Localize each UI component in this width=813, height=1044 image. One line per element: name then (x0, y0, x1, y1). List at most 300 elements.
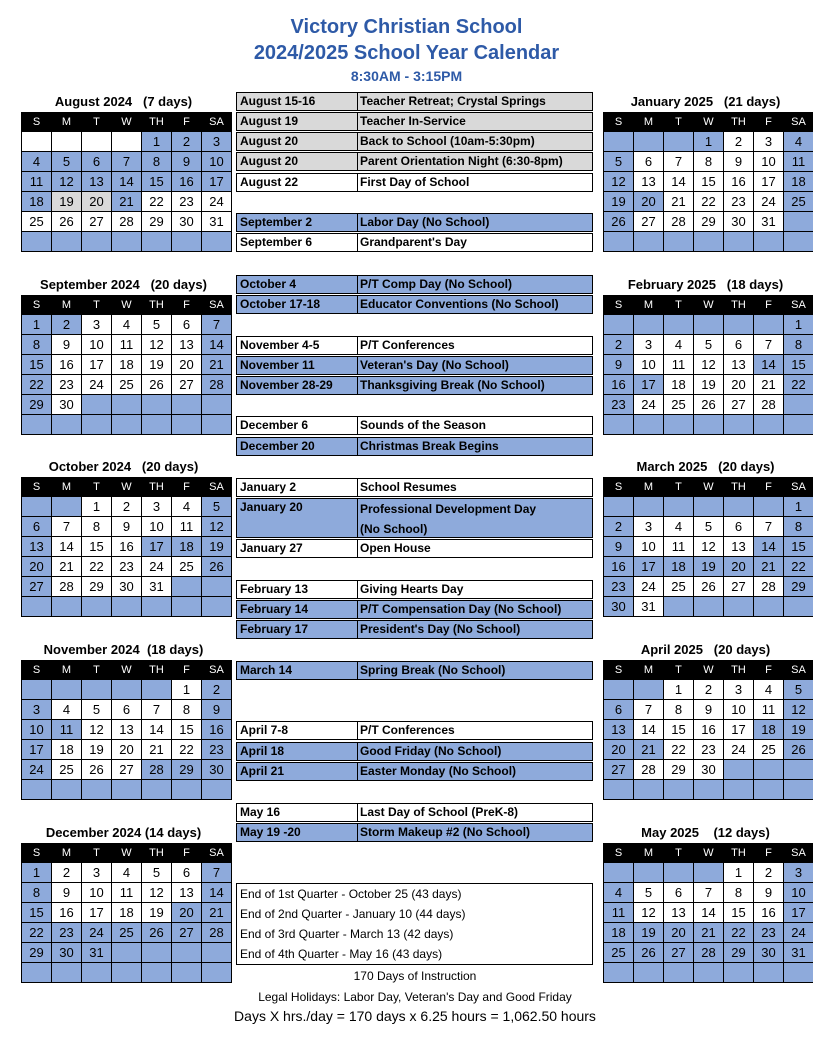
event-date: October 4 (237, 276, 358, 293)
day-cell: 30 (52, 943, 82, 963)
event-name (358, 499, 592, 537)
day-cell (142, 597, 172, 617)
day-cell: 21 (754, 557, 784, 577)
day-cell: 16 (604, 375, 634, 395)
month-title-text: November 2024 (18 days) (43, 642, 204, 657)
day-cell: 10 (82, 335, 112, 355)
day-cell: 5 (142, 315, 172, 335)
day-cell (724, 760, 754, 780)
month-title (21, 457, 226, 477)
day-cell: 19 (694, 557, 724, 577)
day-cell: 22 (82, 557, 112, 577)
day-cell: 27 (82, 212, 112, 232)
month-title (21, 92, 226, 112)
weekday-header: S (604, 661, 634, 680)
month-grid (21, 112, 232, 252)
event-date: January 20 (237, 499, 358, 537)
day-cell (784, 415, 813, 435)
day-cell: 24 (784, 923, 813, 943)
day-cell (172, 232, 202, 252)
day-cell: 6 (22, 517, 52, 537)
weekday-header: W (694, 296, 724, 315)
weekday-header: SA (784, 844, 813, 863)
day-cell: 20 (724, 375, 754, 395)
day-cell: 29 (142, 212, 172, 232)
event-date: May 16 (237, 804, 358, 821)
day-cell: 16 (202, 720, 232, 740)
day-cell: 18 (664, 375, 694, 395)
event-name: Giving Hearts Day (360, 582, 464, 596)
day-cell (112, 232, 142, 252)
day-cell: 3 (724, 680, 754, 700)
hours-calculation: Days X hrs./day = 170 days x 6.25 hours = 1,062.50 hours (234, 1008, 596, 1024)
day-cell (112, 943, 142, 963)
event-name: Thanksgiving Break (No School) (360, 378, 545, 392)
day-cell: 16 (694, 720, 724, 740)
day-cell: 1 (82, 497, 112, 517)
day-cell (664, 232, 694, 252)
day-cell (82, 680, 112, 700)
day-cell (694, 780, 724, 800)
day-cell: 28 (202, 923, 232, 943)
day-cell: 6 (82, 152, 112, 172)
month-feb (603, 275, 808, 435)
weekday-header: T (664, 113, 694, 132)
day-cell (112, 395, 142, 415)
day-cell: 26 (634, 943, 664, 963)
weekday-header: T (82, 661, 112, 680)
day-cell: 6 (604, 700, 634, 720)
day-cell: 26 (82, 760, 112, 780)
day-cell: 22 (724, 923, 754, 943)
day-cell: 15 (172, 720, 202, 740)
weekday-header: SA (202, 478, 232, 497)
event-name: Sounds of the Season (360, 418, 487, 432)
event-row (236, 132, 593, 151)
day-cell: 18 (784, 172, 813, 192)
month-title (21, 640, 226, 660)
event-date: August 15-16 (237, 93, 358, 110)
day-cell: 15 (22, 355, 52, 375)
weekday-header: F (172, 844, 202, 863)
day-cell: 25 (604, 943, 634, 963)
day-cell (784, 597, 813, 617)
day-cell: 27 (112, 760, 142, 780)
day-cell (52, 597, 82, 617)
weekday-header: F (172, 113, 202, 132)
day-cell: 7 (664, 152, 694, 172)
day-cell: 13 (604, 720, 634, 740)
quarter-2-end: End of 2nd Quarter - January 10 (44 days) (240, 907, 466, 921)
weekday-header: SA (202, 113, 232, 132)
day-cell: 14 (754, 355, 784, 375)
day-cell: 2 (604, 335, 634, 355)
day-cell (82, 395, 112, 415)
day-cell: 18 (172, 537, 202, 557)
day-cell: 28 (664, 212, 694, 232)
day-cell: 4 (172, 497, 202, 517)
day-cell: 27 (724, 395, 754, 415)
day-cell: 28 (634, 760, 664, 780)
day-cell: 21 (202, 355, 232, 375)
event-row (236, 823, 593, 842)
weekday-header: F (754, 113, 784, 132)
day-cell (52, 232, 82, 252)
school-hours: 8:30AM - 3:15PM (350, 68, 463, 84)
event-row (236, 498, 593, 538)
day-cell: 25 (112, 375, 142, 395)
day-cell: 18 (112, 355, 142, 375)
day-cell (724, 232, 754, 252)
weekday-header: M (634, 844, 664, 863)
day-cell: 25 (22, 212, 52, 232)
day-cell: 8 (694, 152, 724, 172)
day-cell: 17 (22, 740, 52, 760)
event-name: Easter Monday (No School) (360, 764, 517, 778)
day-cell: 15 (694, 172, 724, 192)
weekday-header: SA (202, 661, 232, 680)
weekday-header: TH (724, 296, 754, 315)
day-cell (634, 497, 664, 517)
weekday-header: F (172, 478, 202, 497)
day-cell: 9 (754, 883, 784, 903)
day-cell: 11 (784, 152, 813, 172)
day-cell: 24 (82, 923, 112, 943)
weekday-header: F (754, 844, 784, 863)
day-cell (604, 497, 634, 517)
month-title (21, 823, 226, 843)
month-sep (21, 275, 226, 435)
day-cell: 12 (604, 172, 634, 192)
day-cell: 1 (22, 315, 52, 335)
day-cell: 4 (664, 517, 694, 537)
day-cell: 21 (142, 740, 172, 760)
quarter-4-end: End of 4th Quarter - May 16 (43 days) (240, 947, 443, 961)
day-cell (52, 415, 82, 435)
weekday-header: S (22, 661, 52, 680)
weekday-header: M (52, 661, 82, 680)
day-cell: 19 (142, 355, 172, 375)
weekday-header: SA (784, 296, 813, 315)
day-cell: 22 (664, 740, 694, 760)
weekday-header: TH (724, 478, 754, 497)
day-cell: 2 (604, 517, 634, 537)
event-row (236, 416, 593, 435)
day-cell: 19 (784, 720, 813, 740)
month-title-text: March 2025 (20 days) (636, 459, 775, 474)
day-cell: 28 (694, 943, 724, 963)
day-cell (52, 497, 82, 517)
day-cell: 18 (52, 740, 82, 760)
event-row (236, 762, 593, 781)
day-cell: 11 (664, 537, 694, 557)
day-cell: 12 (784, 700, 813, 720)
event-name: School Resumes (360, 480, 457, 494)
quarter-endings (236, 883, 593, 965)
event-row (236, 336, 593, 355)
event-row (236, 478, 593, 497)
day-cell: 19 (694, 375, 724, 395)
day-cell: 17 (754, 172, 784, 192)
day-cell (52, 680, 82, 700)
day-cell (604, 315, 634, 335)
day-cell: 9 (202, 700, 232, 720)
day-cell: 26 (142, 923, 172, 943)
day-cell: 9 (112, 517, 142, 537)
day-cell: 3 (82, 315, 112, 335)
weekday-header: W (694, 113, 724, 132)
day-cell (634, 315, 664, 335)
weekday-header: S (22, 296, 52, 315)
day-cell: 8 (82, 517, 112, 537)
month-apr (603, 640, 808, 800)
day-cell: 23 (754, 923, 784, 943)
day-cell (22, 232, 52, 252)
weekday-header: SA (784, 661, 813, 680)
day-cell: 8 (784, 517, 813, 537)
day-cell: 27 (172, 923, 202, 943)
day-cell: 10 (724, 700, 754, 720)
day-cell: 23 (52, 923, 82, 943)
day-cell: 7 (634, 700, 664, 720)
month-title-text: December 2024 (14 days) (45, 825, 202, 840)
day-cell (22, 597, 52, 617)
day-cell: 3 (142, 497, 172, 517)
day-cell: 20 (604, 740, 634, 760)
weekday-header: W (694, 661, 724, 680)
day-cell (112, 680, 142, 700)
day-cell (604, 232, 634, 252)
day-cell: 7 (694, 883, 724, 903)
day-cell: 5 (52, 152, 82, 172)
day-cell: 7 (112, 152, 142, 172)
weekday-header: M (52, 478, 82, 497)
day-cell: 23 (202, 740, 232, 760)
day-cell: 1 (784, 497, 813, 517)
month-title (603, 640, 808, 660)
weekday-header: T (82, 844, 112, 863)
day-cell: 10 (634, 355, 664, 375)
day-cell: 12 (634, 903, 664, 923)
event-row (236, 356, 593, 375)
day-cell (172, 943, 202, 963)
day-cell: 9 (604, 355, 634, 375)
day-cell (172, 577, 202, 597)
day-cell: 29 (664, 760, 694, 780)
day-cell: 30 (604, 597, 634, 617)
event-name: Christmas Break Begins (360, 439, 499, 453)
weekday-header: S (22, 478, 52, 497)
event-row (236, 620, 593, 639)
day-cell: 4 (784, 132, 813, 152)
day-cell (142, 395, 172, 415)
day-cell (784, 760, 813, 780)
day-cell (634, 132, 664, 152)
month-grid (603, 843, 813, 983)
day-cell: 22 (694, 192, 724, 212)
day-cell: 22 (784, 557, 813, 577)
day-cell: 14 (112, 172, 142, 192)
event-date: January 27 (237, 540, 358, 557)
day-cell (724, 780, 754, 800)
weekday-header: SA (202, 296, 232, 315)
event-date: February 17 (237, 621, 358, 638)
event-name: P/T Conferences (360, 723, 455, 737)
day-cell: 21 (202, 903, 232, 923)
day-cell: 23 (172, 192, 202, 212)
day-cell (112, 415, 142, 435)
day-cell: 2 (694, 680, 724, 700)
event-row (236, 112, 593, 131)
month-oct (21, 457, 226, 617)
day-cell: 22 (172, 740, 202, 760)
day-cell: 21 (754, 375, 784, 395)
day-cell: 11 (664, 355, 694, 375)
day-cell: 30 (724, 212, 754, 232)
weekday-header: W (112, 661, 142, 680)
day-cell: 26 (694, 395, 724, 415)
day-cell (22, 497, 52, 517)
day-cell: 15 (784, 537, 813, 557)
day-cell: 1 (724, 863, 754, 883)
day-cell: 5 (634, 883, 664, 903)
day-cell: 19 (52, 192, 82, 212)
day-cell (754, 780, 784, 800)
weekday-header: TH (724, 113, 754, 132)
day-cell: 25 (52, 760, 82, 780)
event-row (236, 92, 593, 111)
month-title-text: September 2024 (20 days) (40, 277, 207, 292)
day-cell (142, 232, 172, 252)
weekday-header: W (112, 478, 142, 497)
month-title-text: February 2025 (18 days) (627, 277, 784, 292)
day-cell (694, 863, 724, 883)
day-cell: 18 (664, 557, 694, 577)
event-row (236, 600, 593, 619)
day-cell: 17 (142, 537, 172, 557)
weekday-header: W (112, 113, 142, 132)
day-cell (724, 497, 754, 517)
day-cell: 20 (22, 557, 52, 577)
day-cell: 2 (172, 132, 202, 152)
day-cell (202, 415, 232, 435)
event-date: December 6 (237, 417, 358, 434)
weekday-header: SA (784, 113, 813, 132)
day-cell: 31 (82, 943, 112, 963)
weekday-header: T (82, 296, 112, 315)
day-cell: 8 (784, 335, 813, 355)
event-row (236, 539, 593, 558)
day-cell: 13 (172, 883, 202, 903)
day-cell: 18 (112, 903, 142, 923)
day-cell: 25 (784, 192, 813, 212)
day-cell: 11 (52, 720, 82, 740)
day-cell (202, 597, 232, 617)
day-cell: 28 (754, 577, 784, 597)
day-cell: 28 (112, 212, 142, 232)
day-cell: 19 (634, 923, 664, 943)
day-cell: 6 (724, 335, 754, 355)
day-cell: 1 (664, 680, 694, 700)
day-cell: 14 (694, 903, 724, 923)
event-row (236, 803, 593, 822)
day-cell: 7 (202, 863, 232, 883)
event-date: September 2 (237, 214, 358, 231)
day-cell (142, 680, 172, 700)
day-cell: 23 (604, 395, 634, 415)
day-cell: 6 (634, 152, 664, 172)
weekday-header: SA (202, 844, 232, 863)
day-cell: 10 (754, 152, 784, 172)
day-cell (664, 597, 694, 617)
weekday-header: S (22, 113, 52, 132)
event-date: January 2 (237, 479, 358, 496)
event-name: P/T Compensation Day (No School) (360, 602, 562, 616)
day-cell: 5 (694, 517, 724, 537)
event-date: October 17-18 (237, 296, 358, 313)
day-cell: 16 (172, 172, 202, 192)
day-cell: 16 (604, 557, 634, 577)
day-cell: 26 (694, 577, 724, 597)
day-cell: 31 (202, 212, 232, 232)
day-cell: 20 (664, 923, 694, 943)
month-grid (21, 477, 232, 617)
day-cell: 5 (694, 335, 724, 355)
day-cell: 4 (112, 315, 142, 335)
day-cell (634, 232, 664, 252)
day-cell: 16 (52, 903, 82, 923)
day-cell: 16 (724, 172, 754, 192)
weekday-header: M (634, 113, 664, 132)
event-row (236, 437, 593, 456)
day-cell: 24 (202, 192, 232, 212)
day-cell (82, 132, 112, 152)
day-cell: 19 (82, 740, 112, 760)
day-cell (172, 597, 202, 617)
day-cell: 29 (22, 943, 52, 963)
day-cell: 23 (604, 577, 634, 597)
month-title-text: August 2024 (7 days) (54, 94, 193, 109)
day-cell: 10 (202, 152, 232, 172)
day-cell: 5 (82, 700, 112, 720)
day-cell: 18 (22, 192, 52, 212)
day-cell: 29 (82, 577, 112, 597)
day-cell: 16 (52, 355, 82, 375)
day-cell: 6 (172, 315, 202, 335)
day-cell (784, 780, 813, 800)
day-cell: 10 (784, 883, 813, 903)
day-cell (634, 780, 664, 800)
weekday-header: S (22, 844, 52, 863)
day-cell: 17 (724, 720, 754, 740)
day-cell: 26 (604, 212, 634, 232)
event-name: Labor Day (No School) (360, 215, 490, 229)
day-cell (724, 415, 754, 435)
day-cell: 13 (22, 537, 52, 557)
day-cell (172, 395, 202, 415)
day-cell: 15 (82, 537, 112, 557)
day-cell: 25 (112, 923, 142, 943)
day-cell (52, 780, 82, 800)
event-name: Last Day of School (PreK-8) (360, 805, 519, 819)
day-cell: 9 (604, 537, 634, 557)
quarter-3-end: End of 3rd Quarter - March 13 (42 days) (240, 927, 454, 941)
day-cell: 1 (172, 680, 202, 700)
day-cell (604, 132, 634, 152)
day-cell: 15 (784, 355, 813, 375)
day-cell (664, 315, 694, 335)
day-cell: 22 (22, 375, 52, 395)
